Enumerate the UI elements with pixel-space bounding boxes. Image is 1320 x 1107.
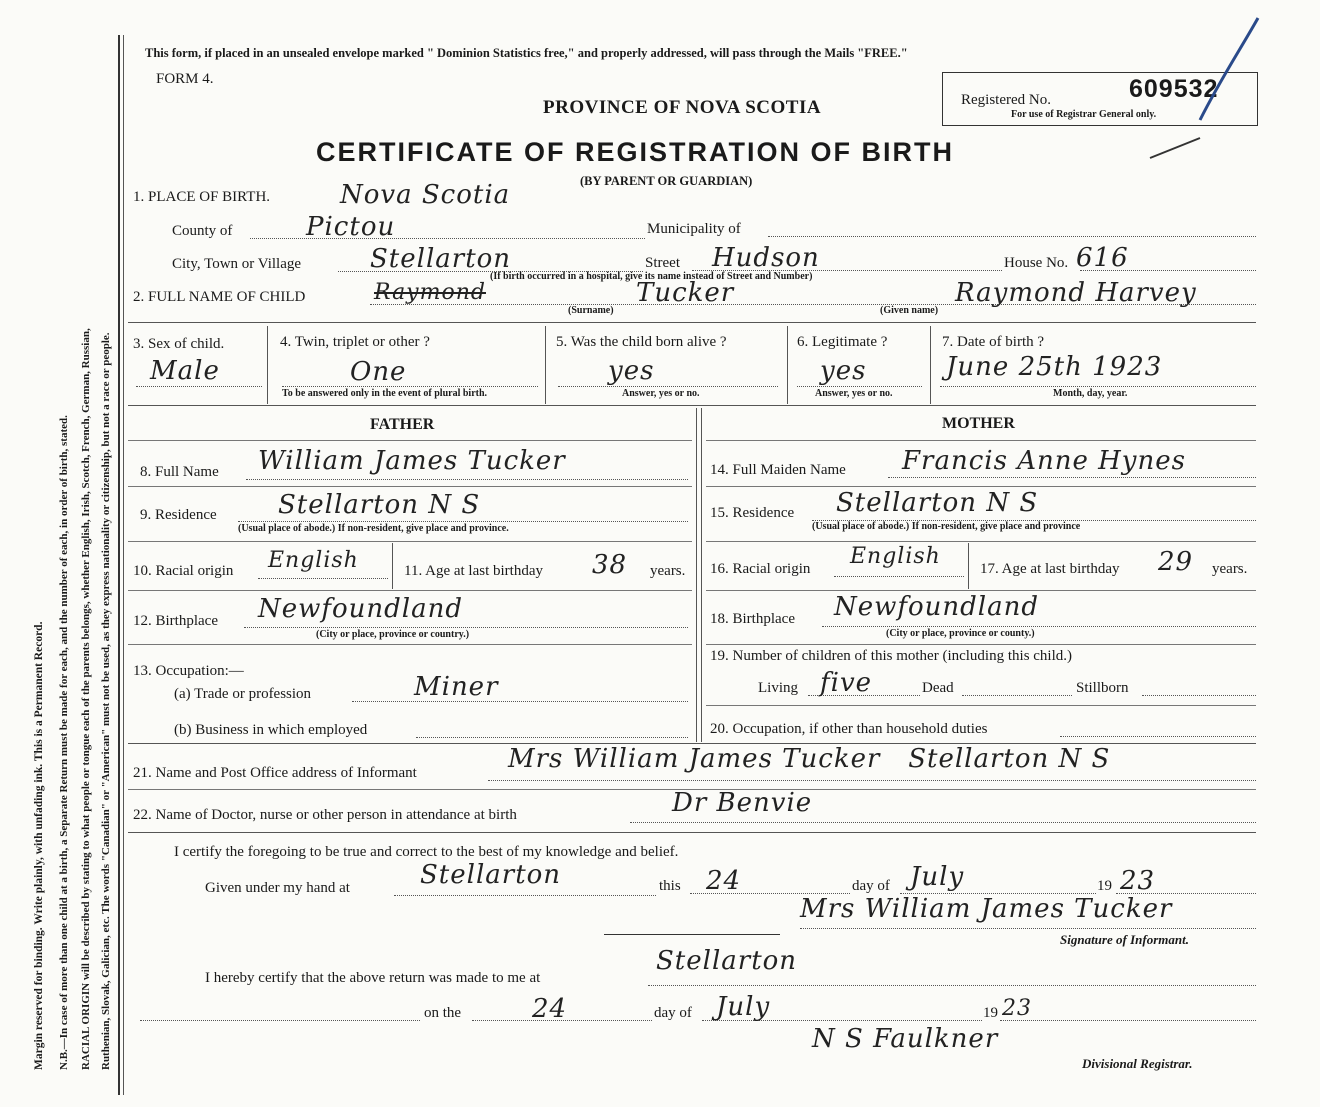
father-race-line: [258, 578, 388, 579]
col-divider-d: [930, 326, 931, 404]
father-rule-2: [128, 541, 692, 542]
registrar-signature: N S Faulkner: [812, 1024, 999, 1054]
legitimate-value: yes: [820, 356, 867, 386]
father-birthplace-label: 12. Birthplace: [133, 613, 218, 629]
dead-label: Dead: [922, 680, 954, 696]
municipality-line: [768, 236, 1256, 237]
registrar-signature-label: Divisional Registrar.: [1082, 1056, 1193, 1071]
informant-signature: Mrs William James Tucker: [800, 894, 1173, 924]
margin-note-4: Ruthenian, Slovak, Galician, etc. The words "Canadian" or "American" must not be used, as they express nationality or citizenship, but not a race or people.: [100, 332, 112, 1070]
child-given-name: Raymond Harvey: [955, 278, 1197, 308]
registrar-year-value: 23: [1002, 996, 1032, 1021]
father-birthplace-line: [244, 627, 688, 628]
father-residence-line: [238, 521, 688, 522]
father-heading: FATHER: [370, 416, 435, 433]
father-birthplace-value: Newfoundland: [258, 594, 464, 624]
father-age-value: 38: [592, 550, 628, 580]
given-place-line: [394, 895, 656, 896]
given-under-label: Given under my hand at: [205, 880, 350, 896]
mother-rule-4: [706, 644, 1256, 645]
certificate-title: CERTIFICATE OF REGISTRATION OF BIRTH: [316, 137, 954, 167]
father-residence-note: (Usual place of abode.) If non-resident, give place and province.: [238, 523, 509, 534]
registered-label: Registered No.: [961, 92, 1051, 108]
mother-name-label: 14. Full Maiden Name: [710, 462, 846, 478]
father-rule-1: [128, 486, 692, 487]
registrar-day-value: 24: [532, 994, 568, 1024]
given-dayof-label: day of: [852, 878, 890, 894]
father-heading-rule: [128, 440, 692, 441]
father-race-divider: [392, 543, 393, 589]
county-label: County of: [172, 223, 233, 239]
given-name-label: (Given name): [880, 305, 939, 316]
margin-note-2: N.B.—In case of more than one child at a birth, a Separate Return must be made for each, and the number of each, in order of birth, stated.: [58, 415, 70, 1070]
sex-line: [136, 386, 262, 387]
mother-years-label: years.: [1212, 561, 1248, 577]
registrar-dayof-label: day of: [654, 1005, 692, 1021]
dead-line: [962, 695, 1072, 696]
margin-note-1: Margin reserved for binding. Write plainly, with unfading ink. This is a Permanent Record.: [33, 621, 45, 1070]
registrar-year-prefix: 19: [983, 1005, 998, 1021]
certify-statement: I certify the foregoing to be true and correct to the best of my knowledge and belief.: [174, 844, 679, 860]
doctor-label: 22. Name of Doctor, nurse or other person in attendance at birth: [133, 807, 517, 823]
mother-rule-5: [706, 705, 1256, 706]
mother-rule-2: [706, 541, 1256, 542]
county-value: Pictou: [306, 212, 396, 242]
father-business-line: [416, 737, 688, 738]
father-race-value: English: [268, 548, 359, 573]
given-year-value: 23: [1120, 866, 1156, 896]
twin-line: [282, 386, 538, 387]
mother-residence-label: 15. Residence: [710, 505, 795, 521]
parents-divider-2: [701, 408, 702, 742]
registrar-month-value: July: [716, 992, 771, 1022]
mother-heading: MOTHER: [942, 415, 1015, 432]
twin-label: 4. Twin, triplet or other ?: [280, 334, 430, 350]
twin-value: One: [350, 357, 407, 387]
parents-divider: [696, 408, 697, 742]
col-divider-c: [787, 326, 788, 404]
legitimate-label: 6. Legitimate ?: [797, 334, 888, 350]
stillborn-line: [1142, 695, 1256, 696]
mother-occupation-line: [1060, 736, 1256, 737]
registrar-year-line: [1000, 1020, 1256, 1021]
doctor-value: Dr Benvie: [672, 788, 813, 818]
mother-age-value: 29: [1158, 547, 1194, 577]
city-label: City, Town or Village: [172, 256, 302, 272]
margin-note-3: RACIAL ORIGIN will be described by stating to what people or tongue each of the parents belongs, whether English, Irish, Scotch, French, German, Russian,: [80, 328, 92, 1070]
mother-name-line: [888, 477, 1256, 478]
house-value: 616: [1076, 243, 1129, 273]
alive-line: [558, 386, 778, 387]
alive-value: yes: [608, 356, 655, 386]
legitimate-line: [797, 386, 922, 387]
mother-age-label: 17. Age at last birthday: [980, 561, 1120, 577]
alive-label: 5. Was the child born alive ?: [556, 334, 727, 350]
rule-2: [128, 405, 1256, 406]
father-occupation-label: 13. Occupation:—: [133, 663, 244, 679]
hospital-note: (If birth occurred in a hospital, give its name instead of Street and Number): [490, 271, 813, 282]
registered-number: 609532: [1129, 75, 1219, 103]
mother-birthplace-label: 18. Birthplace: [710, 611, 795, 627]
col-divider-a: [267, 326, 268, 404]
dob-line: [940, 386, 1256, 387]
mother-race-label: 16. Racial origin: [710, 561, 811, 577]
informant-line: [488, 780, 1256, 781]
living-label: Living: [758, 680, 798, 696]
dob-label: 7. Date of birth ?: [942, 334, 1045, 350]
registrar-place-line: [648, 985, 1256, 986]
mother-race-value: English: [850, 544, 941, 569]
given-year-prefix: 19: [1097, 878, 1112, 894]
father-birthplace-note: (City or place, province or country.): [316, 629, 470, 640]
informant-signature-label: Signature of Informant.: [1060, 932, 1189, 947]
child-name-label: 2. FULL NAME OF CHILD: [133, 289, 306, 305]
rule-1: [128, 322, 1256, 323]
given-day-value: 24: [706, 866, 742, 896]
mother-race-line: [834, 576, 964, 577]
mother-rule-1: [706, 486, 1256, 487]
dob-note: Month, day, year.: [1053, 388, 1128, 399]
mother-occupation-label: 20. Occupation, if other than household duties: [710, 721, 988, 737]
mother-birthplace-note: (City or place, province or county.): [886, 628, 1035, 639]
registered-note: For use of Registrar General only.: [1011, 109, 1157, 120]
mother-race-divider: [968, 543, 969, 589]
dob-value: June 25th 1923: [946, 352, 1163, 382]
certificate-subtitle: (BY PARENT OR GUARDIAN): [580, 174, 753, 188]
father-race-label: 10. Racial origin: [133, 563, 234, 579]
informant-value: Mrs William James Tucker Stellarton N S: [508, 744, 1111, 774]
informant-label: 21. Name and Post Office address of Informant: [133, 765, 417, 781]
mother-name-value: Francis Anne Hynes: [902, 446, 1186, 476]
father-residence-value: Stellarton N S: [278, 490, 481, 520]
father-rule-4: [128, 644, 692, 645]
father-rule-3: [128, 590, 692, 591]
col-divider-b: [545, 326, 546, 404]
rule-5: [128, 832, 1256, 833]
signature-separator: [604, 934, 780, 935]
father-trade-label: (a) Trade or profession: [174, 686, 312, 702]
given-month-value: July: [910, 862, 965, 892]
place-of-birth-value: Nova Scotia: [340, 180, 511, 210]
father-business-label: (b) Business in which employed: [174, 722, 368, 738]
province-heading: PROVINCE OF NOVA SCOTIA: [543, 97, 822, 118]
child-name-struck: Raymond: [374, 280, 486, 305]
this-label: this: [659, 878, 681, 894]
father-age-label: 11. Age at last birthday: [404, 563, 543, 579]
municipality-label: Municipality of: [647, 221, 741, 237]
child-surname: Tucker: [636, 278, 735, 308]
registrar-statement: I hereby certify that the above return was made to me at: [205, 970, 541, 986]
form-number: FORM 4.: [156, 71, 214, 87]
given-place-value: Stellarton: [420, 860, 562, 890]
living-value: five: [820, 668, 873, 698]
alive-note: Answer, yes or no.: [622, 388, 700, 399]
place-of-birth-label: 1. PLACE OF BIRTH.: [133, 189, 271, 205]
father-residence-label: 9. Residence: [140, 507, 217, 523]
mail-notice: This form, if placed in an unsealed envelope marked " Dominion Statistics free," and properly addressed, will pass through the Mails "FREE.": [145, 46, 908, 60]
father-name-value: William James Tucker: [258, 446, 566, 476]
father-years-label: years.: [650, 563, 686, 579]
mother-rule-3: [706, 590, 1256, 591]
mother-birthplace-value: Newfoundland: [834, 592, 1040, 622]
margin-rule-inner: [123, 35, 124, 1095]
sex-label: 3. Sex of child.: [133, 336, 225, 352]
doctor-line: [630, 822, 1256, 823]
twin-note: To be answered only in the event of plural birth.: [282, 388, 488, 399]
registrar-lead-line: [140, 1020, 420, 1021]
registrar-place-value: Stellarton: [656, 946, 798, 976]
surname-label: (Surname): [568, 305, 614, 316]
father-trade-line: [352, 701, 688, 702]
mother-birthplace-line: [822, 626, 1256, 627]
mother-residence-note: (Usual place of abode.) If non-resident, give place and province: [812, 521, 1081, 532]
registrar-on-label: on the: [424, 1005, 462, 1021]
street-value: Hudson: [712, 243, 820, 273]
margin-rule: [118, 35, 120, 1095]
stillborn-label: Stillborn: [1076, 680, 1129, 696]
father-trade-value: Miner: [414, 672, 499, 702]
mother-residence-value: Stellarton N S: [836, 488, 1039, 518]
father-name-line: [246, 479, 688, 480]
street-label: Street: [645, 255, 680, 271]
father-name-label: 8. Full Name: [140, 464, 219, 480]
pen-mark: [1140, 10, 1270, 160]
mother-children-label: 19. Number of children of this mother (including this child.): [710, 648, 1073, 664]
mother-heading-rule: [706, 440, 1256, 441]
city-value: Stellarton: [370, 244, 512, 274]
informant-signature-line: [800, 928, 1256, 929]
legitimate-note: Answer, yes or no.: [815, 388, 893, 399]
house-label: House No.: [1004, 255, 1069, 271]
sex-value: Male: [150, 356, 220, 386]
